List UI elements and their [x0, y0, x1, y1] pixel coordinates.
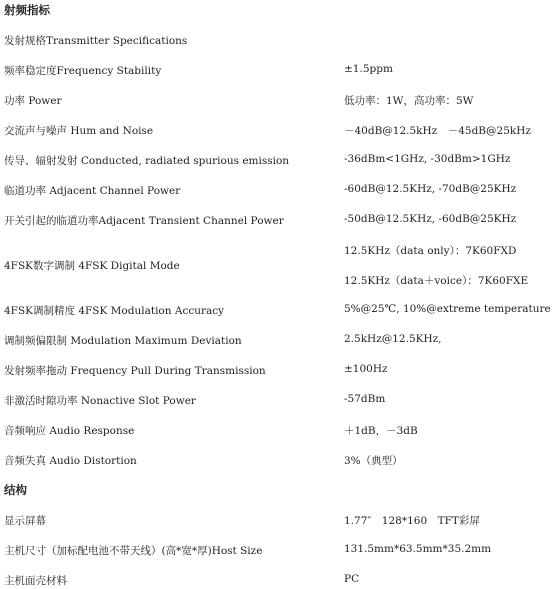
spec-value: 5%@25℃, 10%@extreme temperature	[344, 303, 551, 315]
spec-value: PC	[344, 573, 360, 585]
spec-label: 4FSK调制精度 4FSK Modulation Accuracy	[4, 305, 225, 317]
spec-label: 显示屏幕	[4, 515, 46, 527]
spec-value: 3%（典型）	[344, 455, 403, 467]
spec-label: 交流声与噪声 Hum and Noise	[4, 125, 154, 137]
spec-value: 低功率：1W，高功率：5W	[344, 95, 474, 107]
spec-label: 调制频偏限制 Modulation Maximum Deviation	[4, 335, 242, 347]
spec-value: ＋1dB，－3dB	[344, 425, 418, 437]
spec-value-data-voice: 12.5KHz（data＋voice）：7K60FXE	[344, 275, 529, 287]
spec-value: -60dB@12.5KHz, -70dB@25KHz	[344, 183, 517, 195]
spec-label: 主机尺寸（加标配电池不带天线）(高*宽*厚)Host Size	[4, 545, 263, 557]
spec-value: ±100Hz	[344, 363, 388, 375]
spec-value: 1.77″ 128*160 TFT彩屏	[344, 515, 480, 527]
spec-label: 开关引起的临道功率Adjacent Transient Channel Power	[4, 215, 284, 227]
spec-value: 131.5mm*63.5mm*35.2mm	[344, 543, 492, 555]
spec-label: 频率稳定度Frequency Stability	[4, 65, 162, 77]
section-title-structure: 结构	[4, 483, 27, 497]
spec-value: 2.5kHz@12.5KHz,	[344, 333, 442, 345]
spec-label: 主机面壳材料	[4, 575, 67, 587]
spec-label: 音频失真 Audio Distortion	[4, 455, 137, 467]
spec-label: 功率 Power	[4, 95, 62, 107]
spec-value: -57dBm	[344, 393, 386, 405]
spec-value: －40dB@12.5kHz －45dB@25kHz	[344, 125, 531, 137]
spec-value-data-only: 12.5KHz（data only）：7K60FXD	[344, 245, 517, 257]
spec-label: 发射规格Transmitter Specifications	[4, 35, 188, 47]
spec-label: 临道功率 Adjacent Channel Power	[4, 185, 181, 197]
spec-label: 传导、辐射发射 Conducted, radiated spurious emission	[4, 155, 290, 167]
spec-label: 音频响应 Audio Response	[4, 425, 135, 437]
spec-label: 非激活时隙功率 Nonactive Slot Power	[4, 395, 196, 407]
spec-label: 发射频率拖动 Frequency Pull During Transmission	[4, 365, 266, 377]
spec-label: 4FSK数字调制 4FSK Digital Mode	[4, 260, 180, 272]
spec-value: ±1.5ppm	[344, 63, 393, 75]
spec-value: -50dB@12.5KHz, -60dB@25KHz	[344, 213, 517, 225]
spec-value: -36dBm<1GHz, -30dBm>1GHz	[344, 153, 511, 165]
section-title-rf: 射频指标	[4, 3, 50, 17]
